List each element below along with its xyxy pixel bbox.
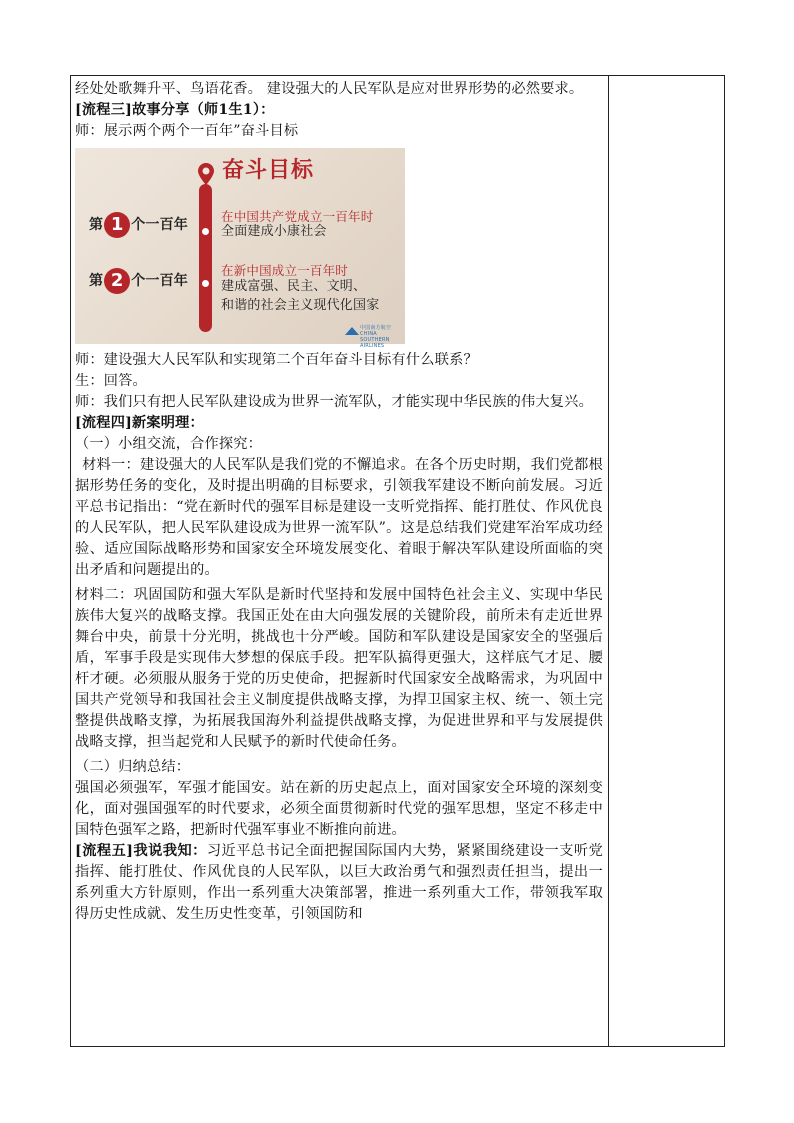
airline-logo-icon — [345, 326, 359, 336]
number-badge-2: 2 — [104, 268, 130, 294]
goal-2-target-line1: 建成富强、民主、文明、 — [221, 279, 367, 294]
timeline-bar — [199, 184, 212, 332]
table-column-divider — [608, 75, 609, 1047]
number-badge-1: 1 — [104, 212, 130, 238]
location-pin-icon — [197, 162, 215, 186]
teacher-question: 师：建设强大人民军队和实现第二个百年奋斗目标有什么联系？ — [75, 352, 478, 368]
centenary-label-1: 第 1 个一百年 — [89, 212, 188, 238]
material-1: 材料一：建设强大的人民军队是我们党的不懈追求。在各个历史时期，我们党都根据形势任务的变化，及时提出明确的目标要求，引领我军建设不断向前发展。习近平总书记指出：“党在新时代的强军目标是建设一支听党指挥、能打胜仗、作风优良的人民军队，把人民军队建设成为世界一流军队”。这是总结我们党建军治军成功经验、适应国际战略形势和国家安全环境发展变化、着眼于解决军队建设所面临的突出矛盾和问题提出的。 — [75, 457, 603, 578]
teacher-show-goals: 师：展示两个两个一百年”奋斗目标 — [75, 123, 299, 139]
heading-process-5: [流程五]我说我知： — [75, 843, 207, 859]
poster-title: 奋斗目标 — [222, 158, 315, 183]
goal-1-target: 全面建成小康社会 — [221, 224, 327, 239]
goal-2-condition: 在新中国成立一百年时 — [221, 263, 349, 278]
heading-process-3: [流程三]故事分享（师1生1）： — [75, 102, 275, 118]
material-2: 材料二：巩固国防和强大军队是新时代坚持和发展中国特色社会主义、实现中华民族伟大复兴的战略支撑。我国正处在由大向强发展的关键阶段，前所未有走近世界舞台中央，前景十分光明，挑战也十分严峻。国防和军队建设是国家安全的坚强后盾，军事手段是实现伟大梦想的保底手段。把军队搞得更强大，这样底气才足、腰杆才硬。必须服从服务于党的历史使命，把握新时代国家安全战略需求，为巩固中国共产党领导和我国社会主义制度提供战略支撑，为捍卫国家主权、统一、领土完整提供战略支撑，为拓展我国海外利益提供战略支撑，为促进世界和平与发展提供战略支撑，担当起党和人民赋予的新时代使命任务。 — [75, 587, 603, 750]
heading-process-4: [流程四]新案明理： — [75, 415, 204, 431]
paragraph-world-situation: 经处处歌舞升平、鸟语花香。 建设强大的人民军队是应对世界形势的必然要求。 — [75, 81, 584, 97]
timeline-dot-1 — [202, 228, 209, 235]
struggle-goals-poster — [75, 148, 405, 349]
student-answer: 生：回答。 — [75, 373, 147, 389]
goal-2-target-line2: 和谐的社会主义现代化国家 — [221, 298, 380, 313]
subheading-group-discussion: （一）小组交流，合作探究： — [75, 436, 263, 452]
subheading-summary: （二）归纳总结： — [75, 759, 191, 775]
teacher-conclusion: 师：我们只有把人民军队建设成为世界一流军队，才能实现中华民族的伟大复兴。 — [75, 394, 593, 410]
lesson-content — [75, 79, 603, 925]
timeline-dot-2 — [202, 280, 209, 287]
summary-paragraph: 强国必须强军，军强才能国安。站在新的历史起点上，面对国家安全环境的深刻变化，面对强国强军的时代要求，必须全面贯彻新时代党的强军思想，坚定不移走中国特色强军之路，把新时代强军事业不断推向前进。 — [75, 780, 603, 838]
process-5-paragraph: [流程五]我说我知：习近平总书记全面把握国际国内大势，紧紧围绕建设一支听党指挥、能打胜仗、作风优良的人民军队，以巨大政治勇气和强烈责任担当，提出一系列重大方针原则，作出一系列重大决策部署，推进一系列重大工作，带领我军取得历史性成就、发生历史性变革，引领国防和 — [75, 843, 603, 922]
centenary-label-2: 第 2 个一百年 — [89, 268, 188, 294]
goal-1-condition: 在中国共产党成立一百年时 — [221, 209, 374, 224]
airline-logo-text: 中国南方航空 CHINA SOUTHERN AIRLINES — [360, 325, 392, 349]
